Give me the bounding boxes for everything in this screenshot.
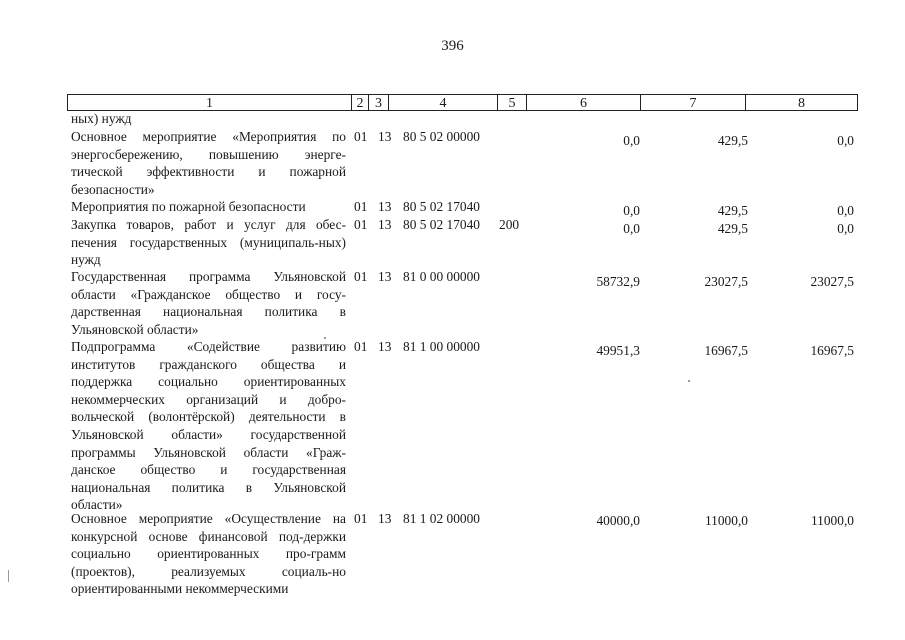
row-csr: 80 5 02 17040 xyxy=(403,199,480,214)
row-year2: 429,5 xyxy=(717,203,748,218)
header-col-5: 5 xyxy=(498,95,527,110)
row-rz: 01 xyxy=(354,129,368,144)
row-pr: 13 xyxy=(378,199,392,214)
row-csr: 80 5 02 17040 xyxy=(403,217,480,232)
row-year3: 0,0 xyxy=(837,221,854,236)
row-year1: 58732,9 xyxy=(596,274,640,289)
row-year3: 11000,0 xyxy=(810,513,854,528)
row-year3: 16967,5 xyxy=(810,343,854,358)
row-name: Закупка товаров, работ и услуг для обес-печения государственных (муниципаль-ных) нужд xyxy=(71,217,346,268)
row-csr: 80 5 02 00000 xyxy=(403,129,480,144)
header-col-6: 6 xyxy=(527,95,641,110)
header-col-7: 7 xyxy=(641,95,746,110)
row-name: Основное мероприятие «Мероприятия по энергосбережению, повышению энерге-тической эффективности и пожарной безопасности» xyxy=(71,129,346,197)
header-col-1: 1 xyxy=(68,95,352,110)
row-year2: 23027,5 xyxy=(704,274,748,289)
scan-speck xyxy=(688,380,690,382)
row-year3: 0,0 xyxy=(837,133,854,148)
row-rz: 01 xyxy=(354,269,368,284)
row-pr: 13 xyxy=(378,339,392,354)
row-name: Основное мероприятие «Осуществление на конкурсной основе финансовой под-держки социально ориентированных про-грамм (проектов), реализуемых социаль-но ориентированными некоммерческими xyxy=(71,511,346,597)
row-name: Мероприятия по пожарной безопасности xyxy=(71,199,306,214)
row-vr: 200 xyxy=(499,217,520,232)
row-name: Государственная программа Ульяновской области «Гражданское общество и госу-дарственная национальная политика в Ульяновской области» xyxy=(71,269,346,337)
table-header xyxy=(67,94,858,111)
row-year1: 0,0 xyxy=(623,203,640,218)
row-name: Подпрограмма «Содействие развитию институтов гражданского общества и поддержка социально ориентированных некоммерческих организаций и добро-вольческой (волонтёрской) деятельности в Ульяновской области» государственной программы Ульяновской области «Граж-данское общество и государственная национальная политика в Ульяновской области» xyxy=(71,339,346,513)
row-name: ных) нужд xyxy=(71,111,132,126)
row-year1: 49951,3 xyxy=(596,343,640,358)
header-col-8: 8 xyxy=(798,96,805,111)
row-year2: 16967,5 xyxy=(704,343,748,358)
row-pr: 13 xyxy=(378,269,392,284)
row-year2: 429,5 xyxy=(717,133,748,148)
page-number: 396 xyxy=(441,38,464,54)
header-col-4: 4 xyxy=(389,95,498,110)
scan-speck xyxy=(324,337,326,339)
row-year1: 40000,0 xyxy=(596,513,640,528)
row-rz: 01 xyxy=(354,217,368,232)
header-col-3: 3 xyxy=(369,95,389,110)
scan-speck xyxy=(8,570,9,582)
row-year1: 0,0 xyxy=(623,221,640,236)
row-year2: 429,5 xyxy=(717,221,748,236)
header-col-2: 2 xyxy=(352,95,369,110)
row-pr: 13 xyxy=(378,129,392,144)
row-rz: 01 xyxy=(354,339,368,354)
row-year3: 23027,5 xyxy=(810,274,854,289)
row-rz: 01 xyxy=(354,511,368,526)
row-pr: 13 xyxy=(378,511,392,526)
row-rz: 01 xyxy=(354,199,368,214)
row-year2: 11000,0 xyxy=(704,513,748,528)
row-year1: 0,0 xyxy=(623,133,640,148)
row-csr: 81 0 00 00000 xyxy=(403,269,480,284)
row-year3: 0,0 xyxy=(837,203,854,218)
row-csr: 81 1 02 00000 xyxy=(403,511,480,526)
row-pr: 13 xyxy=(378,217,392,232)
row-csr: 81 1 00 00000 xyxy=(403,339,480,354)
